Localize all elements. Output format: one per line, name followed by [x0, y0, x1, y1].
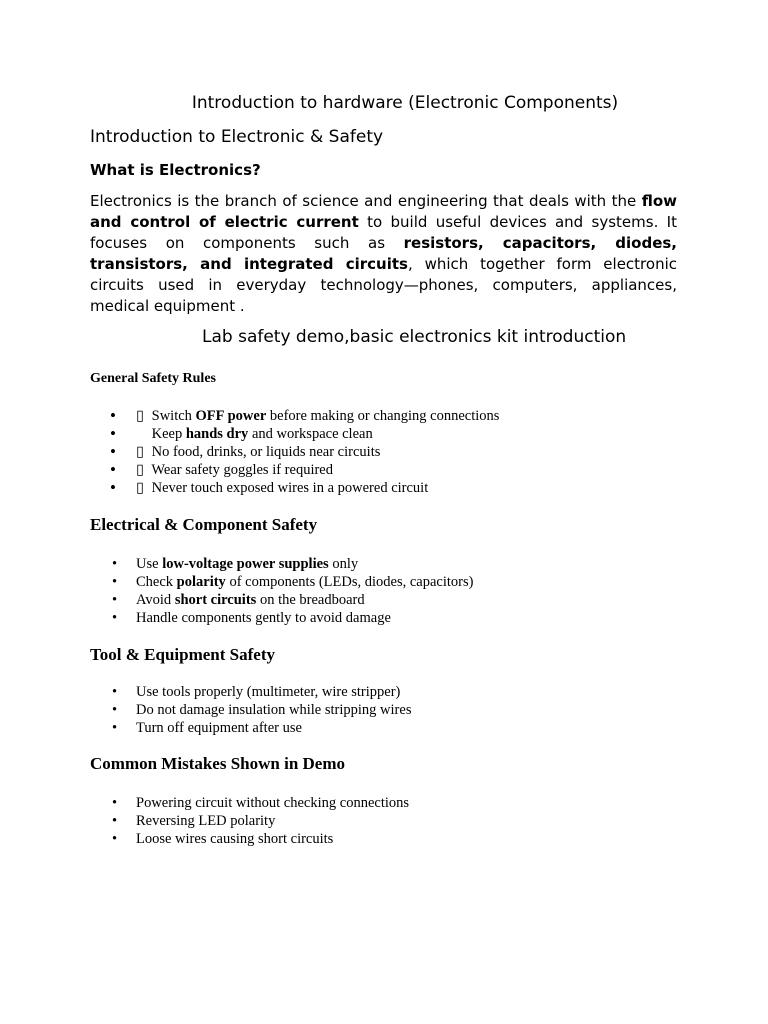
what-is-electronics-heading: What is Electronics? [90, 161, 261, 179]
bullet: • [112, 610, 118, 626]
bullet: • [112, 813, 118, 829]
list-item: • ▯ Switch OFF power before making or changing connections [110, 406, 500, 425]
bullet: • [112, 684, 118, 700]
para-text-2: to build useful devices and systems. It focuses on components such as [90, 213, 677, 252]
list-item: • Reversing LED polarity [112, 813, 276, 829]
general-safety-list [90, 407, 499, 497]
glyph-placeholder-icon: ▯ [136, 462, 144, 478]
list-item: • Do not damage insulation while stripping wires [112, 702, 412, 718]
electrical-safety-list [90, 555, 473, 627]
document-subtitle: Introduction to Electronic & Safety [90, 127, 384, 147]
common-mistakes-list [90, 794, 409, 848]
bullet: • [112, 720, 118, 736]
lab-safety-heading: Lab safety demo,basic electronics kit introduction [202, 327, 627, 347]
glyph-placeholder-icon: ▯ [136, 480, 144, 496]
list-item: • Check polarity of components (LEDs, diodes, capacitors) [112, 574, 474, 590]
bullet: • [112, 574, 118, 590]
bullet: • [112, 702, 118, 718]
electronics-definition-paragraph [90, 191, 677, 317]
glyph-placeholder-icon: ▯ [136, 444, 144, 460]
list-item: • Handle components gently to avoid damage [112, 610, 391, 626]
bullet: • [110, 460, 116, 479]
bullet: • [110, 406, 116, 425]
bullet: • [112, 556, 118, 572]
bullet: • [112, 795, 118, 811]
list-item: • Avoid short circuits on the breadboard [112, 592, 365, 608]
bullet: • [112, 592, 118, 608]
para-bold-2: resistors, capacitors, diodes, transistors, and integrated circuits [90, 234, 677, 273]
document-title: Introduction to hardware (Electronic Components) [191, 93, 619, 113]
list-item: • Loose wires causing short circuits [112, 831, 334, 847]
bullet: • [110, 442, 116, 461]
list-item: • ▯ No food, drinks, or liquids near circuits [110, 442, 381, 461]
para-text-3: , which together form electronic circuits used in everyday technology—phones, computers, appliances, medical equipment . [90, 255, 677, 315]
general-safety-heading: General Safety Rules [90, 371, 216, 386]
list-item: • ▯ Wear safety goggles if required [110, 460, 333, 479]
electrical-safety-heading: Electrical & Component Safety [90, 515, 318, 534]
list-item: • Keep hands dry and workspace clean [110, 424, 373, 443]
bullet: • [112, 831, 118, 847]
list-item: • Turn off equipment after use [112, 720, 302, 736]
tool-safety-list [90, 683, 411, 737]
para-text-1: Electronics is the branch of science and engineering that deals with the [90, 192, 642, 210]
glyph-placeholder-icon: ▯ [136, 408, 144, 424]
common-mistakes-heading: Common Mistakes Shown in Demo [90, 754, 346, 773]
list-item: • Powering circuit without checking connections [112, 795, 410, 811]
list-item: • Use low-voltage power supplies only [112, 556, 359, 572]
list-item: • ▯ Never touch exposed wires in a powered circuit [110, 478, 429, 497]
para-bold-1: flow and control of electric current [90, 192, 677, 231]
list-item: • Use tools properly (multimeter, wire stripper) [112, 684, 401, 700]
bullet: • [110, 424, 116, 443]
tool-safety-heading: Tool & Equipment Safety [90, 645, 275, 664]
bullet: • [110, 478, 116, 497]
